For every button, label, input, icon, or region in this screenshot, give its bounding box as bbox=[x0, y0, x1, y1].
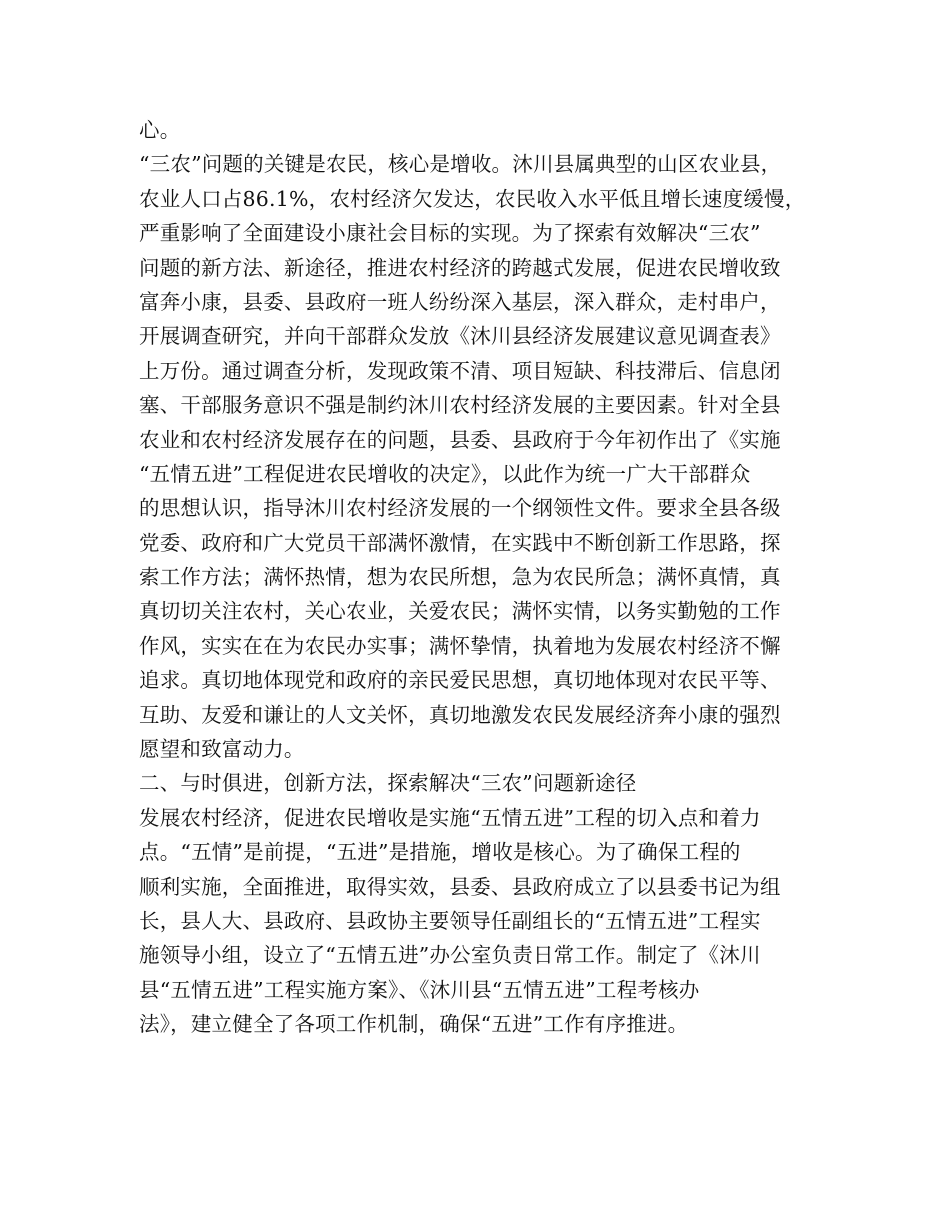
text-line: 发展农村经济，促进农民增收是实施“五情五进”工程的切入点和着力 bbox=[139, 805, 761, 830]
body-text bbox=[139, 113, 829, 1042]
text-line: 塞、干部服务意识不强是制约沐川农村经济发展的主要因素。针对全县 bbox=[139, 393, 781, 418]
text-line: 农业和农村经济发展存在的问题，县委、县政府于今年初作出了《实施 bbox=[139, 427, 781, 452]
text-line: 点。“五情”是前提，“五进”是措施，增收是核心。为了确保工程的 bbox=[139, 840, 741, 865]
text-line: 顺利实施，全面推进，取得实效，县委、县政府成立了以县委书记为组 bbox=[139, 874, 781, 899]
text-line: 问题的新方法、新途径，推进农村经济的跨越式发展，促进农民增收致 bbox=[139, 255, 781, 280]
section-heading: 二、与时俱进，创新方法，探索解决“三农”问题新途径 bbox=[139, 771, 637, 796]
text-line: 法》，建立健全了各项工作机制，确保“五进”工作有序推进。 bbox=[139, 1012, 689, 1037]
text-line: 真切切关注农村，关心农业，关爱农民；满怀实情，以务实勤勉的工作 bbox=[139, 599, 781, 624]
text-line: 长，县人大、县政府、县政协主要领导任副组长的“五情五进”工程实 bbox=[139, 908, 761, 933]
text-line: 县“五情五进”工程实施方案》、《沐川县“五情五进”工程考核办 bbox=[139, 977, 700, 1002]
text-line: 互助、友爱和谦让的人文关怀，真切地激发农民发展经济奔小康的强烈 bbox=[139, 702, 781, 727]
text-line: 施领导小组，设立了“五情五进”办公室负责日常工作。制定了《沐川 bbox=[139, 943, 761, 968]
text-line: “五情五进”工程促进农民增收的决定》，以此作为统一广大干部群众 bbox=[139, 461, 751, 486]
text-line: “三农”问题的关键是农民，核心是增收。沐川县属典型的山区农业县， bbox=[139, 152, 782, 177]
text-line: 心。 bbox=[139, 118, 181, 142]
text-line: 上万份。通过调查分析，发现政策不清、项目短缺、科技滞后、信息闭 bbox=[139, 358, 781, 383]
text-line: 开展调查研究，并向干部群众发放《沐川县经济发展建议意见调查表》 bbox=[139, 324, 781, 349]
text-line: 严重影响了全面建设小康社会目标的实现。为了探索有效解决“三农” bbox=[139, 221, 761, 246]
text-line: 作风，实实在在为农民办实事；满怀挚情，执着地为发展农村经济不懈 bbox=[139, 633, 781, 658]
text-line: 党委、政府和广大党员干部满怀激情，在实践中不断创新工作思路，探 bbox=[139, 530, 781, 555]
text-line: 富奔小康，县委、县政府一班人纷纷深入基层，深入群众，走村串户， bbox=[139, 289, 781, 314]
text-line: 索工作方法；满怀热情，想为农民所想，急为农民所急；满怀真情，真 bbox=[139, 565, 781, 590]
text-line: 农业人口占86.1%，农村经济欠发达，农民收入水平低且增长速度缓慢， bbox=[139, 186, 806, 211]
text-line: 愿望和致富动力。 bbox=[139, 737, 305, 762]
text-line: 的思想认识，指导沐川农村经济发展的一个纲领性文件。要求全县各级 bbox=[139, 496, 781, 521]
text-line: 追求。真切地体现党和政府的亲民爱民思想，真切地体现对农民平等、 bbox=[139, 668, 781, 693]
